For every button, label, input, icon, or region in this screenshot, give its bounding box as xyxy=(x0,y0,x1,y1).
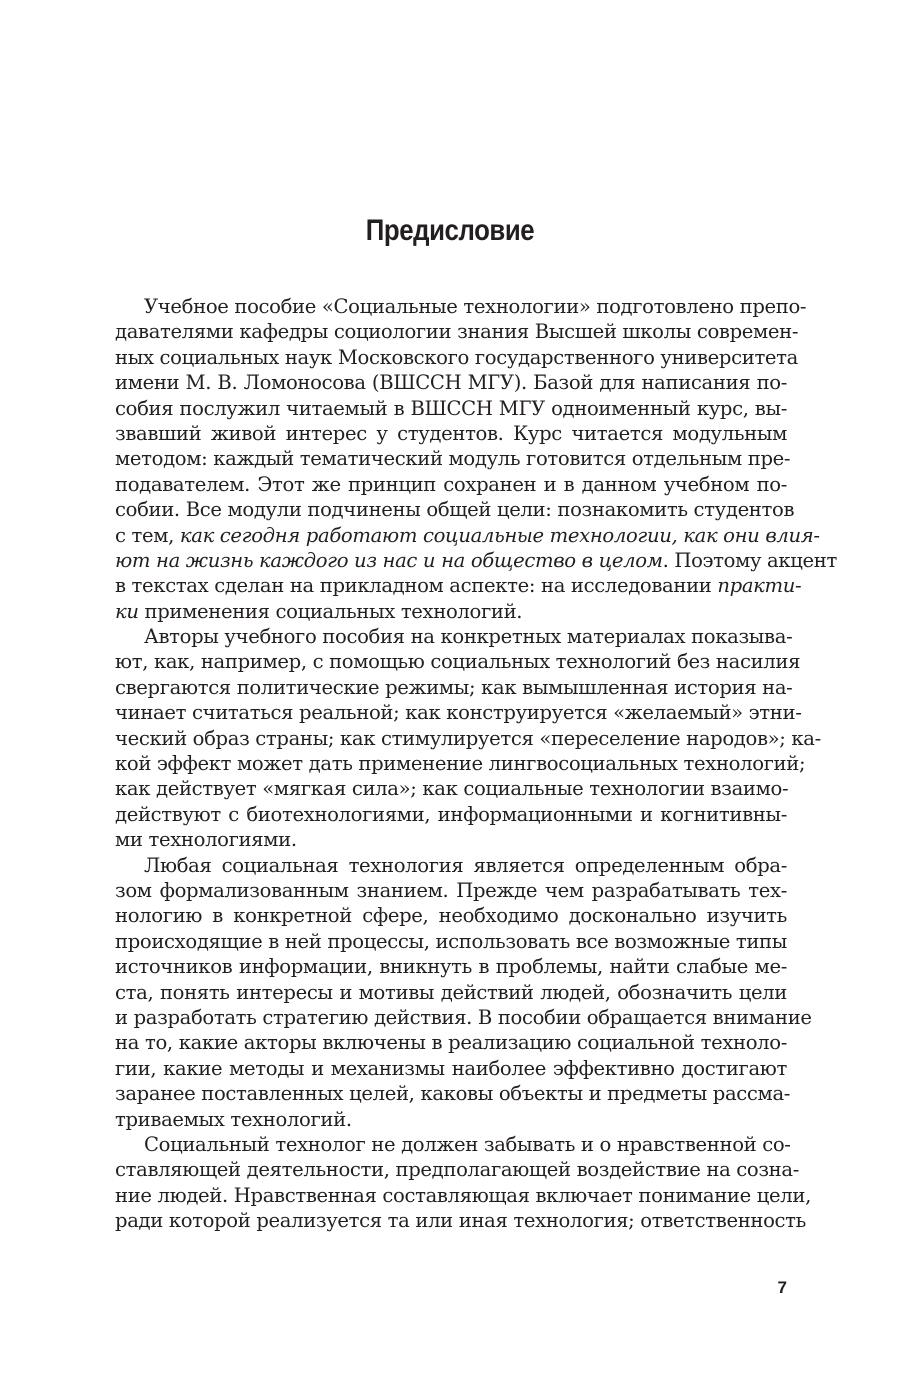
text-segment: Авторы учебного пособия на конкретных материалах показыва- xyxy=(144,625,793,649)
text-line xyxy=(115,878,787,903)
text-segment: с тем, xyxy=(115,523,180,547)
text-segment: Учебное пособие «Социальные технологии» подготовлено препо- xyxy=(144,295,807,318)
text-line xyxy=(115,1132,791,1157)
text-segment: . Поэтому акцент xyxy=(662,548,837,572)
text-line xyxy=(115,675,793,700)
paragraph xyxy=(115,624,821,853)
text-segment: ческий образ страны; как стимулируется «переселение народов»; ка- xyxy=(115,726,821,750)
text-segment: как действует «мягкая сила»; как социальные технологии взаимо- xyxy=(115,777,789,801)
text-segment: ставляющей деятельности, предполагающей воздействие на созна- xyxy=(115,1158,799,1182)
text-segment: Социальный технолог не должен забывать и о нравственной со- xyxy=(144,1132,791,1156)
text-line xyxy=(115,523,820,548)
text-segment: звавший живой интерес у студентов. Курс читается модульным xyxy=(115,421,787,445)
text-line xyxy=(115,1208,806,1233)
text-line xyxy=(115,497,795,522)
text-segment: гии, какие методы и механизмы наиболее эффективно достигают xyxy=(115,1056,787,1080)
text-line xyxy=(115,929,787,954)
page-number: 7 xyxy=(777,1278,787,1297)
text-segment: нологию в конкретной сфере, необходимо досконально изучить xyxy=(115,904,787,928)
text-segment: триваемых технологий. xyxy=(115,1107,352,1131)
text-line xyxy=(115,802,787,827)
text-line xyxy=(115,1081,791,1106)
text-line xyxy=(115,853,787,878)
text-line xyxy=(115,1107,787,1132)
italic-text: практи- xyxy=(717,574,802,598)
text-line xyxy=(115,726,821,751)
text-segment: действуют с биотехнологиями, информационными и когнитивны- xyxy=(115,802,787,826)
text-segment: ют, как, например, с помощью социальных технологий без насилия xyxy=(115,650,801,674)
italic-text: как сегодня работают социальные технологии, как они влия- xyxy=(179,523,820,547)
text-line xyxy=(115,319,799,344)
text-line xyxy=(115,599,787,624)
text-segment: применения социальных технологий. xyxy=(138,599,523,623)
text-segment: ние людей. Нравственная составляющая включает понимание цели, xyxy=(115,1183,811,1207)
text-line xyxy=(115,700,802,725)
text-segment: кой эффект может дать применение лингвосоциальных технологий; xyxy=(115,752,806,776)
text-segment: свергаются политические режимы; как вымышленная история на- xyxy=(115,675,793,699)
text-segment: собии. Все модули подчинены общей цели: познакомить студентов xyxy=(115,498,795,522)
text-line xyxy=(115,649,801,674)
text-line xyxy=(115,1030,787,1055)
text-segment: на то, какие акторы включены в реализацию социальной техноло- xyxy=(115,1031,787,1055)
text-segment: заранее поставленных целей, каковы объекты и предметы рассма- xyxy=(115,1082,791,1106)
text-line xyxy=(115,1157,799,1182)
paragraph xyxy=(115,1132,811,1234)
text-line xyxy=(115,345,799,370)
text-segment: ради которой реализуется та или иная технология; ответственность xyxy=(115,1209,806,1233)
text-segment: Любая социальная технология является определенным обра- xyxy=(144,853,787,877)
text-segment: подавателем. Этот же принцип сохранен и в данном учебном по- xyxy=(115,472,787,496)
text-segment: ных социальных наук Московского государственного университета xyxy=(115,345,799,369)
text-segment: собия послужил читаемый в ВШССН МГУ одноименный курс, вы- xyxy=(115,396,787,420)
text-line xyxy=(115,903,787,928)
text-segment: чинает считаться реальной; как конструируется «желаемый» этни- xyxy=(115,701,802,725)
text-segment: ста, понять интересы и мотивы действий людей, обозначить цели xyxy=(115,980,787,1004)
italic-text: ки xyxy=(115,599,139,623)
body-text xyxy=(115,294,837,1233)
italic-text: ют на жизнь каждого из нас и на общество в целом xyxy=(115,548,663,572)
text-line xyxy=(115,751,806,776)
text-line xyxy=(115,954,787,979)
text-segment: имени М. В. Ломоносова (ВШССН МГУ). Базой для написания по- xyxy=(115,371,787,395)
text-segment: зом формализованным знанием. Прежде чем разрабатывать тех- xyxy=(115,878,787,902)
text-line xyxy=(115,827,787,852)
text-segment: методом: каждый тематический модуль готовится отдельным пре- xyxy=(115,447,791,471)
text-segment: давателями кафедры социологии знания Высшей школы современ- xyxy=(115,320,799,344)
text-line xyxy=(115,776,787,801)
text-line xyxy=(115,472,787,497)
text-line xyxy=(115,294,807,319)
text-line xyxy=(115,980,787,1005)
text-line xyxy=(115,421,787,446)
text-line xyxy=(115,624,793,649)
text-line xyxy=(115,370,787,395)
text-line xyxy=(115,446,791,471)
text-line xyxy=(115,396,787,421)
text-segment: в текстах сделан на прикладном аспекте: на исследовании xyxy=(115,574,718,598)
text-line xyxy=(115,1056,787,1081)
text-segment: источников информации, вникнуть в проблемы, найти слабые ме- xyxy=(115,955,787,979)
text-line xyxy=(115,1183,811,1208)
text-line xyxy=(115,1005,812,1030)
text-line xyxy=(115,548,837,573)
paragraph xyxy=(115,294,837,624)
text-line xyxy=(115,573,802,598)
text-segment: и разработать стратегию действия. В пособии обращается внимание xyxy=(115,1005,812,1029)
text-segment: происходящие в ней процессы, использовать все возможные типы xyxy=(115,929,787,953)
page-title: Предисловие xyxy=(365,214,535,247)
paragraph xyxy=(115,853,812,1132)
text-segment: ми технологиями. xyxy=(115,828,297,852)
